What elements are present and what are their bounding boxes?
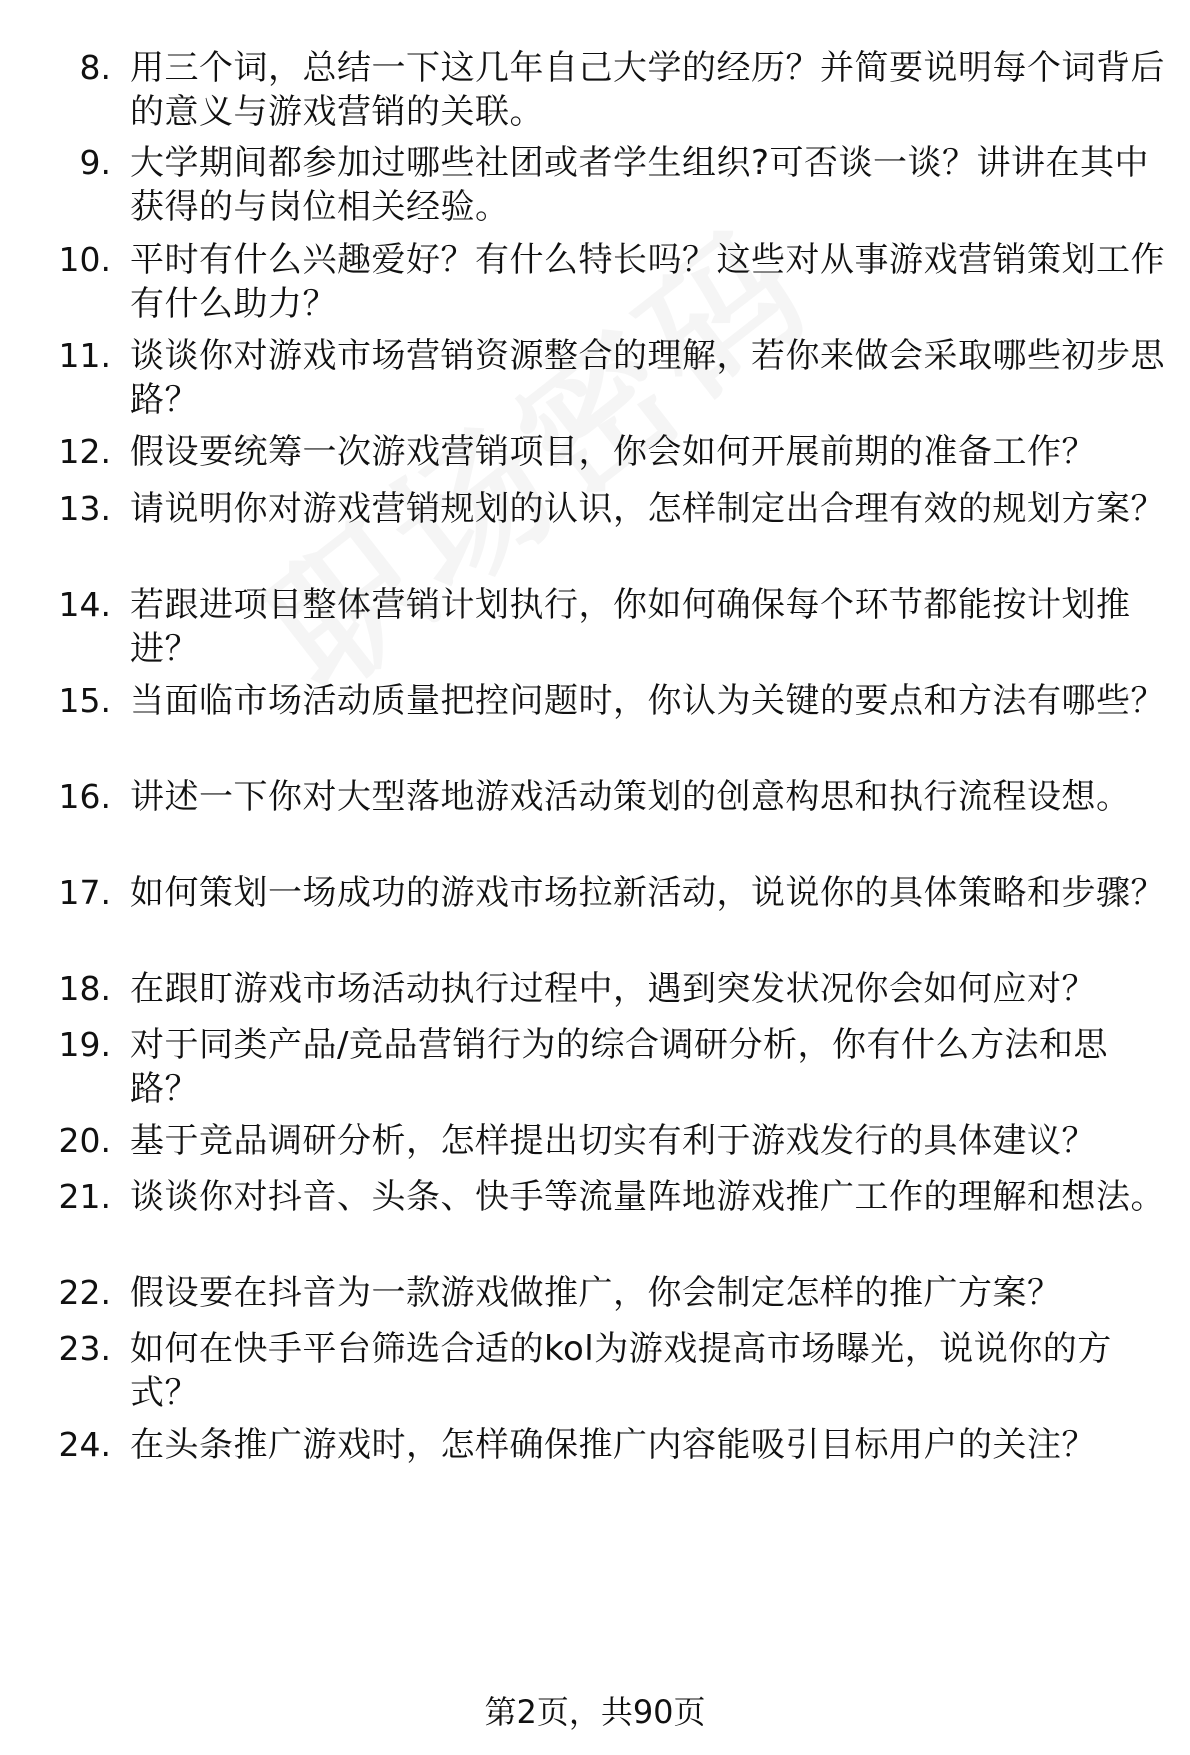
question-number: 18. (58, 969, 111, 1008)
question-text: 假设要在抖音为一款游戏做推广，你会制定怎样的推广方案？ (130, 1273, 1062, 1313)
question-number: 19. (58, 1025, 111, 1064)
page-number-footer: 第2页，共90页 (484, 1693, 706, 1731)
question-text: 讲述一下你对大型落地游戏活动策划的创意构思和执行流程设想。 (130, 777, 1131, 817)
question-number: 16. (58, 777, 111, 816)
question-text: 当面临市场活动质量把控问题时，你认为关键的要点和方法有哪些？ (130, 681, 1165, 721)
question-number: 20. (58, 1121, 111, 1160)
question-text: 如何策划一场成功的游戏市场拉新活动，说说你的具体策略和步骤？ (130, 873, 1165, 913)
question-number: 12. (58, 432, 111, 471)
question-text: 在头条推广游戏时，怎样确保推广内容能吸引目标用户的关注？ (130, 1425, 1096, 1465)
question-text: 基于竞品调研分析，怎样提出切实有利于游戏发行的具体建议？ (130, 1121, 1096, 1161)
question-text: 平时有什么兴趣爱好？有什么特长吗？这些对从事游戏营销策划工作有什么助力？ (130, 240, 1165, 324)
question-number: 10. (58, 240, 111, 279)
question-number: 14. (58, 585, 111, 624)
question-number: 21. (58, 1177, 111, 1216)
question-number: 13. (58, 489, 111, 528)
question-text: 如何在快手平台筛选合适的kol为游戏提高市场曝光，说说你的方式？ (130, 1329, 1112, 1413)
question-text: 对于同类产品/竞品营销行为的综合调研分析，你有什么方法和思路？ (130, 1025, 1108, 1109)
question-text: 假设要统筹一次游戏营销项目，你会如何开展前期的准备工作？ (130, 432, 1096, 472)
question-text: 谈谈你对游戏市场营销资源整合的理解，若你来做会采取哪些初步思路？ (130, 336, 1165, 420)
question-text: 若跟进项目整体营销计划执行，你如何确保每个环节都能按计划推进？ (130, 585, 1131, 669)
question-number: 22. (58, 1273, 111, 1312)
question-text: 谈谈你对抖音、头条、快手等流量阵地游戏推广工作的理解和想法。 (130, 1177, 1165, 1217)
question-text: 在跟盯游戏市场活动执行过程中，遇到突发状况你会如何应对？ (130, 969, 1096, 1009)
question-number: 24. (58, 1425, 111, 1464)
question-number: 8. (79, 48, 111, 87)
question-text: 大学期间都参加过哪些社团或者学生组织?可否谈一谈？讲讲在其中获得的与岗位相关经验。 (130, 143, 1150, 227)
question-number: 9. (79, 143, 111, 182)
question-number: 15. (58, 681, 111, 720)
question-text: 请说明你对游戏营销规划的认识，怎样制定出合理有效的规划方案？ (130, 489, 1165, 529)
question-number: 17. (58, 873, 111, 912)
question-number: 23. (58, 1329, 111, 1368)
question-text: 用三个词，总结一下这几年自己大学的经历？并简要说明每个词背后的意义与游戏营销的关联。 (130, 48, 1165, 132)
question-number: 11. (58, 336, 111, 375)
